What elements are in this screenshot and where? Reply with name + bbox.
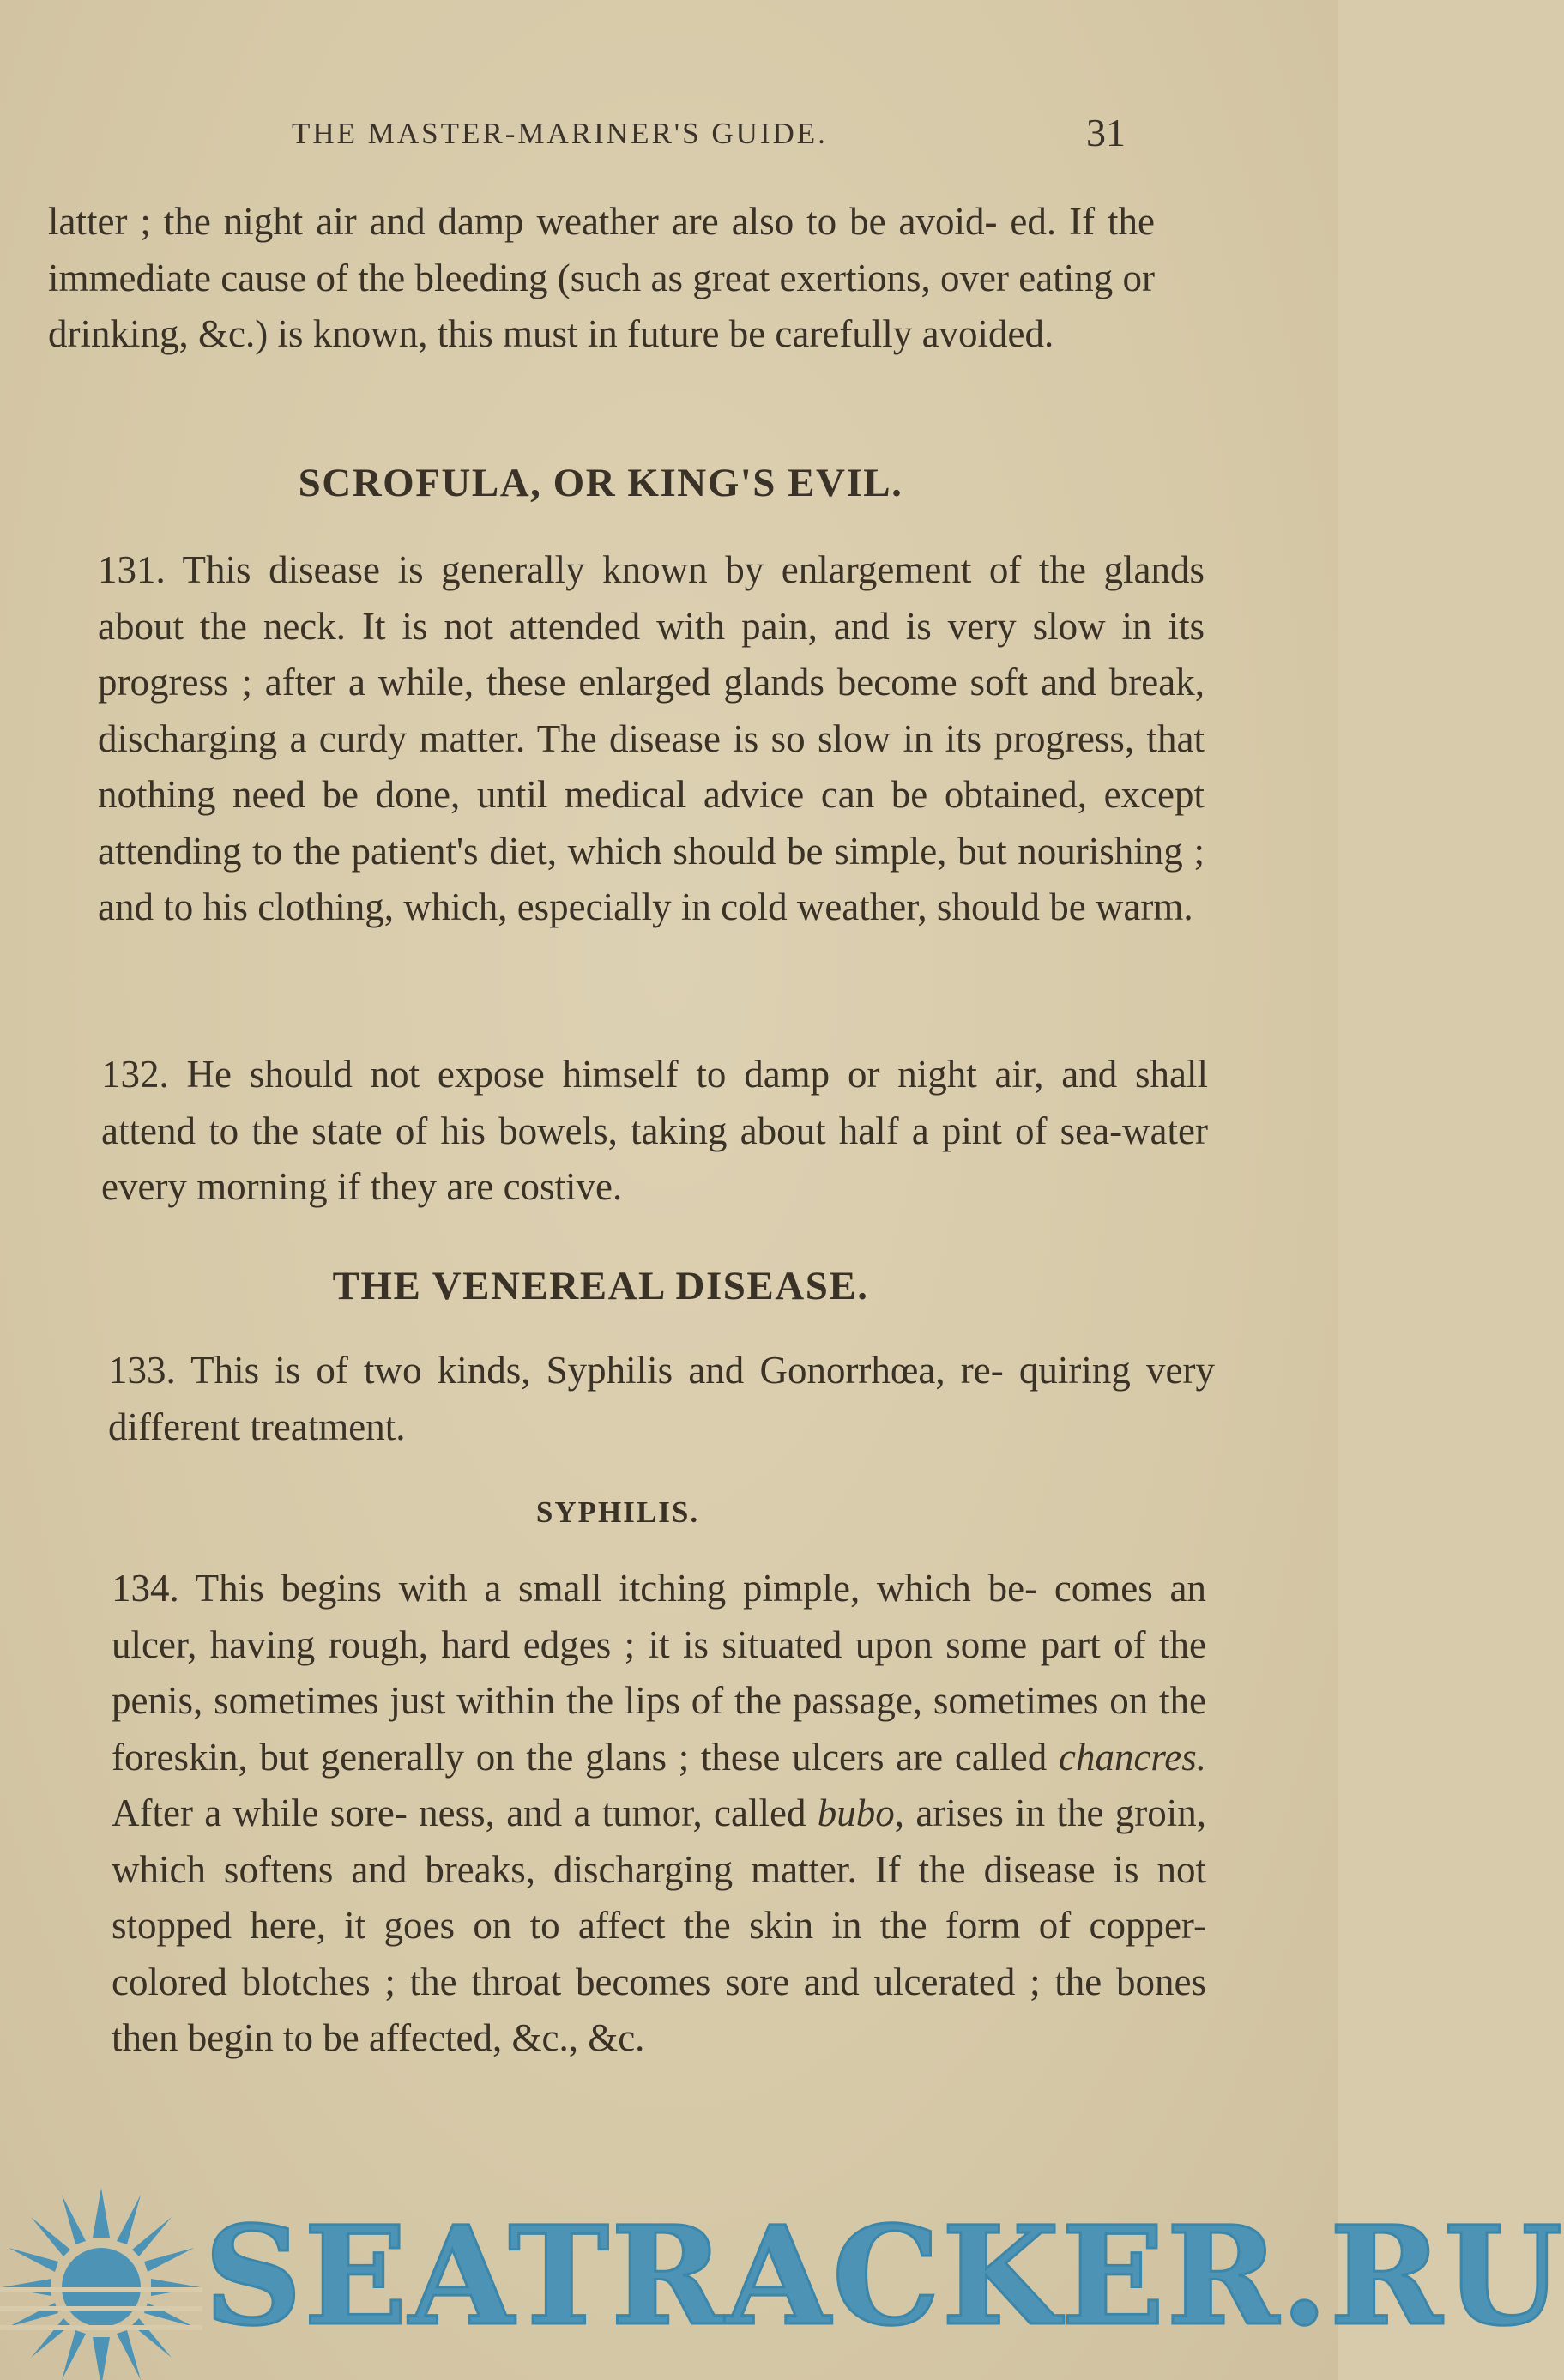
page-number: 31 — [1086, 111, 1126, 154]
paragraph-134-part-c: , arises in the groin, which softens and breaks, discharging matter. If the disease is not stopped here, it goes on to affect the skin in the form of copper-colored blotches ; the throat becomes sore and ulcerated ; the bones then begin to be affected, &c., &c. — [112, 1791, 1207, 2059]
paragraph-134-part-b: After a while sore- ness, and a tumor, called — [112, 1791, 818, 1834]
paragraph-132: 132. He should not expose himself to damp or night air, and shall attend to the state of his bowels, taking about half a pint of sea-water every morning if they are costive. — [101, 1053, 1208, 1208]
watermark-text: SEATRACKER.RU — [204, 2197, 1564, 2356]
heading-scrofula: SCROFULA, OR KING'S EVIL. — [298, 461, 903, 505]
running-head-title: THE MASTER-MARINER'S GUIDE. — [292, 117, 828, 150]
paragraph-131: 131. This disease is generally known by enlargement of the glands about the neck. It is not attended with pain, and is very slow in its progress ; after a while, these enlarged glands become soft and break, discharging a curdy matter. The disease is so slow in its progress, that nothing need be done, until medical advice can be obtained, except attending to the patient's diet, which should be simple, but nourishing ; and to his clothing, which, especially in cold weather, should be warm. — [98, 548, 1205, 928]
term-bubo: bubo — [817, 1791, 895, 1834]
paragraph-133: 133. This is of two kinds, Syphilis and Gonorrhœa, re- quiring very different treatment. — [108, 1349, 1215, 1448]
heading-venereal-disease: THE VENEREAL DISEASE. — [332, 1264, 869, 1308]
heading-syphilis: SYPHILIS. — [535, 1495, 700, 1529]
paragraph-intro: latter ; the night air and damp weather are also to be avoid- ed. If the immediate cause of the bleeding (such as great exertions, over eating or drinking, &c.) is known, this must in future be carefully avoided. — [48, 200, 1155, 355]
paragraph-134-part-a: 134. This begins with a small itching pimple, which be- comes an ulcer, having rough, hard edges ; it is situated upon some part of the penis, sometimes just within the lips of the passage, sometimes on the foreskin, but generally on the glans ; these ulcers are called — [112, 1567, 1206, 1779]
sun-logo-icon — [0, 2186, 202, 2380]
term-chancres: chancres. — [1058, 1735, 1207, 1779]
paragraph-134 — [65, 1561, 1206, 2067]
